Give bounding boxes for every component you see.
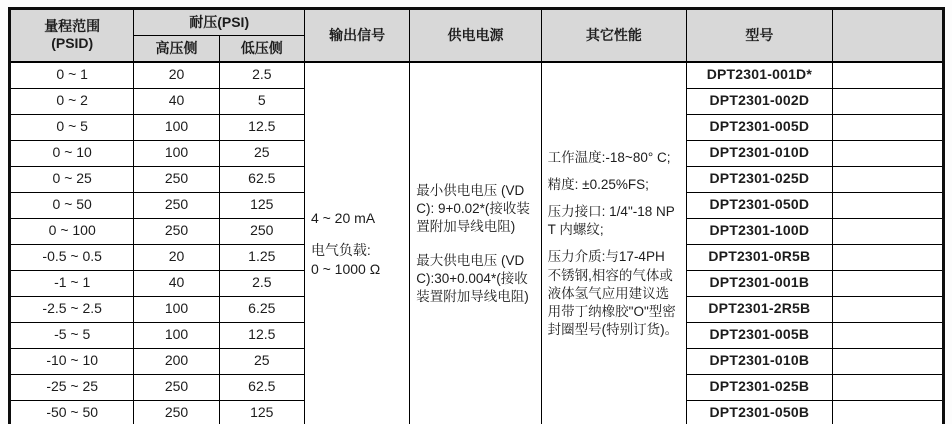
model-cell: DPT2301-010D — [687, 140, 832, 166]
empty-cell — [832, 348, 943, 374]
model-cell: DPT2301-2R5B — [687, 296, 832, 322]
high-side-cell: 100 — [134, 114, 219, 140]
low-side-cell: 62.5 — [219, 166, 304, 192]
other-performance-item: 工作温度:-18~80° C; — [547, 149, 671, 165]
model-cell: DPT2301-010B — [687, 348, 832, 374]
table-row — [10, 62, 944, 89]
range-cell: 0 ~ 10 — [10, 140, 134, 166]
header-range-line2: (PSID) — [51, 35, 94, 52]
high-side-cell: 250 — [134, 218, 219, 244]
other-performance-item: 精度: ±0.25%FS; — [547, 176, 649, 192]
table-header — [10, 9, 944, 62]
high-side-cell: 40 — [134, 270, 219, 296]
header-other-performance: 其它性能 — [541, 9, 686, 62]
range-cell: 0 ~ 100 — [10, 218, 134, 244]
low-side-cell: 250 — [219, 218, 304, 244]
range-cell: -2.5 ~ 2.5 — [10, 296, 134, 322]
header-power-supply: 供电电源 — [410, 9, 541, 62]
high-side-cell: 100 — [134, 140, 219, 166]
range-cell: 0 ~ 25 — [10, 166, 134, 192]
empty-cell — [832, 88, 943, 114]
output-signal-range: 4 ~ 20 mA — [310, 210, 376, 227]
empty-cell — [832, 400, 943, 424]
range-cell: 0 ~ 50 — [10, 192, 134, 218]
empty-cell — [832, 322, 943, 348]
header-range-line1: 量程范围 — [44, 17, 101, 34]
low-side-cell: 25 — [219, 140, 304, 166]
low-side-cell: 12.5 — [219, 114, 304, 140]
header-output-signal: 输出信号 — [304, 9, 409, 62]
high-side-cell: 40 — [134, 88, 219, 114]
header-pressure: 耐压(PSI) — [134, 9, 305, 36]
header-high-side: 高压侧 — [134, 36, 219, 62]
range-cell: -10 ~ 10 — [10, 348, 134, 374]
high-side-cell: 100 — [134, 296, 219, 322]
high-side-cell: 20 — [134, 244, 219, 270]
empty-cell — [832, 166, 943, 192]
model-cell: DPT2301-025B — [687, 374, 832, 400]
range-cell: -0.5 ~ 0.5 — [10, 244, 134, 270]
low-side-cell: 62.5 — [219, 374, 304, 400]
header-low-side: 低压侧 — [219, 36, 304, 62]
model-cell: DPT2301-005B — [687, 322, 832, 348]
spec-table — [8, 7, 945, 424]
power-supply-cell — [410, 62, 541, 424]
low-side-cell: 6.25 — [219, 296, 304, 322]
output-signal-load-value: 0 ~ 1000 Ω — [310, 260, 381, 277]
empty-cell — [832, 114, 943, 140]
output-signal-cell — [304, 62, 409, 424]
model-cell: DPT2301-050D — [687, 192, 832, 218]
empty-cell — [832, 374, 943, 400]
low-side-cell: 1.25 — [219, 244, 304, 270]
model-cell: DPT2301-025D — [687, 166, 832, 192]
range-cell: -5 ~ 5 — [10, 322, 134, 348]
other-performance-item: 压力介质:与17-4PH 不锈钢,相容的气体或液体氢气应用建议选用带丁纳橡胶"O"型密封圈型号(特别订货)。 — [547, 249, 679, 338]
range-cell: -1 ~ 1 — [10, 270, 134, 296]
low-side-cell: 5 — [219, 88, 304, 114]
model-cell: DPT2301-001B — [687, 270, 832, 296]
high-side-cell: 200 — [134, 348, 219, 374]
power-supply-max: 最大供电电压 (VDC):30+0.004*(接收装置附加导线电阻) — [416, 252, 529, 304]
model-cell: DPT2301-100D — [687, 218, 832, 244]
model-cell: DPT2301-001D* — [687, 62, 832, 89]
header-range — [10, 9, 134, 62]
range-cell: 0 ~ 5 — [10, 114, 134, 140]
low-side-cell: 125 — [219, 400, 304, 424]
range-cell: 0 ~ 2 — [10, 88, 134, 114]
range-cell: -25 ~ 25 — [10, 374, 134, 400]
other-performance-cell — [541, 62, 686, 424]
power-supply-min: 最小供电电压 (VDC): 9+0.02*(接收装置附加导线电阻) — [416, 182, 530, 235]
model-cell: DPT2301-050B — [687, 400, 832, 424]
spec-table-body — [10, 62, 944, 424]
empty-cell — [832, 244, 943, 270]
empty-cell — [832, 218, 943, 244]
range-cell: -50 ~ 50 — [10, 400, 134, 424]
high-side-cell: 20 — [134, 62, 219, 89]
empty-cell — [832, 270, 943, 296]
model-cell: DPT2301-002D — [687, 88, 832, 114]
low-side-cell: 25 — [219, 348, 304, 374]
empty-cell — [832, 140, 943, 166]
empty-cell — [832, 62, 943, 89]
output-signal-load-label: 电气负载: — [310, 242, 371, 259]
high-side-cell: 250 — [134, 166, 219, 192]
range-cell: 0 ~ 1 — [10, 62, 134, 89]
empty-cell — [832, 296, 943, 322]
high-side-cell: 250 — [134, 400, 219, 424]
high-side-cell: 250 — [134, 374, 219, 400]
low-side-cell: 2.5 — [219, 270, 304, 296]
empty-cell — [832, 192, 943, 218]
header-empty — [832, 9, 943, 62]
header-model: 型号 — [687, 9, 832, 62]
model-cell: DPT2301-0R5B — [687, 244, 832, 270]
model-cell: DPT2301-005D — [687, 114, 832, 140]
low-side-cell: 12.5 — [219, 322, 304, 348]
high-side-cell: 100 — [134, 322, 219, 348]
low-side-cell: 2.5 — [219, 62, 304, 89]
high-side-cell: 250 — [134, 192, 219, 218]
other-performance-item: 压力接口: 1/4"-18 NPT 内螺纹; — [547, 203, 675, 238]
low-side-cell: 125 — [219, 192, 304, 218]
